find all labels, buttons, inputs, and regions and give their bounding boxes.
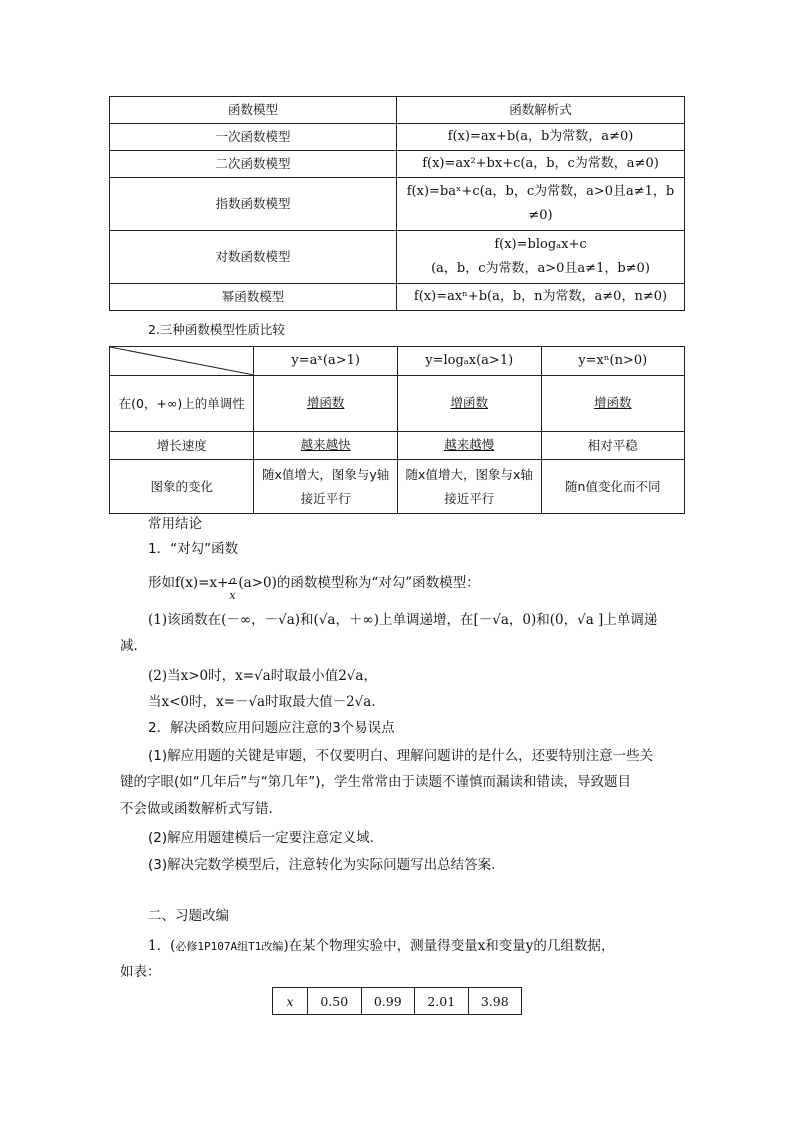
paragraph-line: (3)解决完数学模型后，注意转化为实际问题写出总结答案.	[148, 857, 496, 873]
table-cell: 增函数	[397, 376, 541, 432]
data-table	[272, 987, 522, 1015]
paragraph-line: (2)当x>0时，x=√a时取最小值2√a，	[148, 668, 377, 684]
model-name: 指数函数模型	[110, 178, 397, 231]
table-cell: 2.01	[415, 988, 469, 1015]
header-formula: 函数解析式	[397, 97, 685, 124]
item-title: 2．解决函数应用问题应注意的3个易误点	[148, 720, 395, 736]
header-model: 函数模型	[110, 97, 397, 124]
table-header-row	[110, 97, 685, 124]
row-label: x	[273, 988, 308, 1015]
row-label: 增长速度	[110, 432, 254, 460]
column-header: y=logₐx(a>1)	[397, 347, 541, 376]
table-row	[273, 988, 522, 1015]
formula-line: (a，b，c为常数，a>0且a≠1，b≠0)	[431, 261, 650, 276]
row-label: 图象的变化	[110, 460, 254, 514]
section-title: 二、习题改编	[148, 908, 229, 924]
table-row	[110, 460, 685, 514]
table-row	[110, 284, 685, 311]
paragraph-line: 键的字眼(如“几年后”与“第几年”)，学生常常由于读题不谨慎而漏读和错读，导致题目	[120, 774, 632, 790]
section-title: 2.三种函数模型性质比较	[148, 322, 285, 337]
table-cell: 越来越慢	[397, 432, 541, 460]
table-cell: 越来越快	[254, 432, 397, 460]
model-formula: f(x)=baˣ+c(a，b，c为常数，a>0且a≠1，b ≠0)	[397, 178, 685, 231]
table-row	[110, 231, 685, 284]
model-formula: f(x)=ax²+bx+c(a，b，c为常数，a≠0)	[397, 151, 685, 178]
table-cell: 增函数	[254, 376, 397, 432]
table-cell: 0.99	[361, 988, 415, 1015]
table-row	[110, 432, 685, 460]
paragraph-line: 不会做或函数解析式写错.	[120, 801, 273, 817]
model-name: 幂函数模型	[110, 284, 397, 311]
column-header: y=aˣ(a>1)	[254, 347, 397, 376]
item1-intro: 形如f(x)=x+ a x (a>0)的函数模型称为“对勾”函数模型：	[148, 573, 480, 602]
paragraph-line: 当x<0时，x=－√a时取最大值－2√a.	[148, 694, 376, 710]
formula-line: f(x)=blogₐx+c	[494, 237, 587, 252]
question-line: 如表：	[120, 964, 161, 980]
model-formula: f(x)=ax+b(a，b为常数，a≠0)	[397, 124, 685, 151]
paragraph-line: (1)解应用题的关键是审题，不仅要明白、理解问题讲的是什么，还要特别注意一些关	[148, 748, 654, 764]
model-formula: f(x)=axⁿ+b(a，b，n为常数，a≠0，n≠0)	[397, 284, 685, 311]
model-comparison-table	[109, 346, 685, 514]
item-title: 1．“对勾”函数	[148, 541, 239, 557]
table-cell: 随n值变化而不同	[541, 460, 685, 514]
table-row	[110, 124, 685, 151]
paragraph-line: 减.	[120, 638, 138, 654]
table-row	[110, 178, 685, 231]
column-header: y=xⁿ(n>0)	[541, 347, 685, 376]
table-row	[110, 376, 685, 432]
table-header-row	[110, 347, 685, 376]
model-name: 一次函数模型	[110, 124, 397, 151]
diagonal-corner-cell	[110, 347, 254, 376]
table-cell: 随x值增大，图象与x轴接近平行	[397, 460, 541, 514]
model-name: 二次函数模型	[110, 151, 397, 178]
table-cell: 3.98	[468, 988, 522, 1015]
model-formula	[397, 231, 685, 284]
table-cell: 增函数	[541, 376, 685, 432]
table-row	[110, 151, 685, 178]
row-label: 在(0，+∞)上的单调性	[110, 376, 254, 432]
question-source: 必修1P107A组T1改编	[175, 940, 284, 953]
conclusion-title: 常用结论	[148, 516, 202, 532]
table-cell: 0.50	[308, 988, 362, 1015]
function-models-table	[109, 96, 685, 311]
fraction: a x	[229, 573, 236, 602]
diagonal-divider	[110, 347, 253, 375]
paragraph-line: (2)解应用题建模后一定要注意定义域.	[148, 830, 374, 846]
diagonal-line	[110, 347, 254, 375]
table-cell: 相对平稳	[541, 432, 685, 460]
table-cell: 随x值增大，图象与y轴接近平行	[254, 460, 397, 514]
question-line: 1．(必修1P107A组T1改编)在某个物理实验中，测量得变量x和变量y的几组数据，	[148, 938, 615, 954]
model-name: 对数函数模型	[110, 231, 397, 284]
paragraph-line: (1)该函数在(－∞，－√a)和(√a，＋∞)上单调递增，在[－√a，0)和(0，√a ]上单调递	[148, 612, 658, 628]
